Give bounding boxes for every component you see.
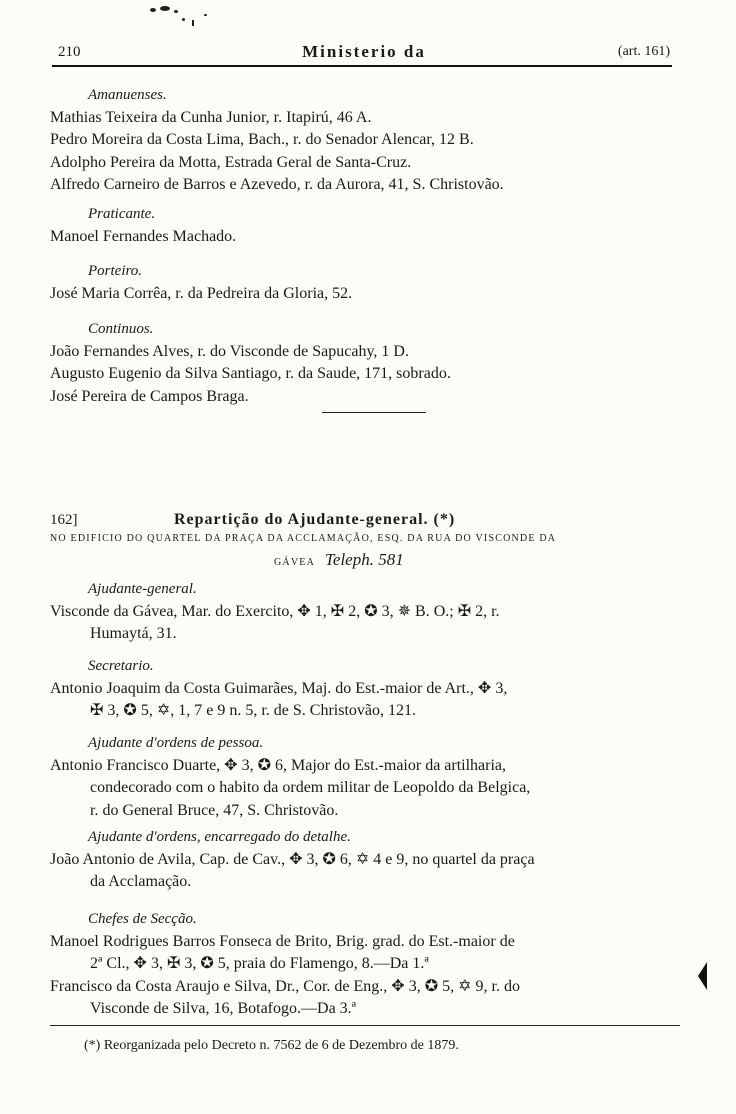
role-heading: Ajudante d'ordens de pessoa. bbox=[88, 735, 264, 751]
entry-line: João Fernandes Alves, r. do Visconde de Sapucahy, 1 D. bbox=[50, 342, 409, 360]
header-rule bbox=[52, 65, 672, 67]
role-heading: Porteiro. bbox=[88, 263, 143, 279]
role-heading: Praticante. bbox=[88, 206, 156, 222]
entry-line: Antonio Joaquim da Costa Guimarães, Maj. do Est.-maior de Art., ✥ 3, bbox=[50, 679, 508, 697]
section-number: 162] bbox=[50, 512, 78, 528]
entry-secretario bbox=[50, 655, 680, 723]
footnote: (*) Reorganizada pelo Decreto n. 7562 de 6 de Dezembro de 1879. bbox=[84, 1038, 459, 1053]
entry-line: Manoel Rodrigues Barros Fonseca de Brito, Brig. grad. do Est.-maior de bbox=[50, 932, 515, 950]
section-porteiro bbox=[50, 260, 680, 305]
role-heading: Chefes de Secção. bbox=[88, 911, 197, 927]
role-heading: Amanuenses. bbox=[88, 87, 167, 103]
role-heading: Ajudante d'ordens, encarregado do detalhe. bbox=[88, 829, 351, 845]
entry-line: Mathias Teixeira da Cunha Junior, r. Itapirú, 46 A. bbox=[50, 108, 372, 126]
entry-continuation: r. do General Bruce, 47, S. Christovão. bbox=[90, 801, 339, 819]
section-continuos bbox=[50, 318, 680, 408]
margin-pointer-icon bbox=[698, 962, 707, 990]
section-praticante bbox=[50, 203, 680, 248]
entry-line: João Antonio de Avila, Cap. de Cav., ✥ 3, ✪ 6, ✡ 4 e 9, no quartel da praça bbox=[50, 850, 535, 868]
entry-continuation: Visconde de Silva, 16, Botafogo.—Da 3.ª bbox=[90, 1000, 357, 1017]
entry-line: José Pereira de Campos Braga. bbox=[50, 387, 249, 405]
role-heading: Ajudante-general. bbox=[88, 581, 197, 597]
entry-line: Francisco da Costa Araujo e Silva, Dr., Cor. de Eng., ✥ 3, ✪ 5, ✡ 9, r. do bbox=[50, 977, 520, 995]
entry-line: Manoel Fernandes Machado. bbox=[50, 227, 237, 245]
footnote-rule bbox=[50, 1025, 680, 1026]
entry-line: José Maria Corrêa, r. da Pedreira da Gloria, 52. bbox=[50, 284, 353, 302]
address-line: NO EDIFICIO DO QUARTEL DA PRAÇA DA ACCLAMAÇÃO, ESQ. DA RUA DO VISCONDE DA bbox=[50, 533, 557, 544]
entry-ajudante-general bbox=[50, 578, 680, 646]
entry-chefes-seccao bbox=[50, 908, 680, 1021]
page-number: 210 bbox=[58, 44, 81, 60]
running-header bbox=[58, 42, 670, 64]
entry-ajudante-detalhe bbox=[50, 826, 680, 894]
entry-ajudante-pessoa bbox=[50, 732, 680, 822]
ink-specks bbox=[130, 0, 220, 30]
entry-line: Adolpho Pereira da Motta, Estrada Geral de Santa-Cruz. bbox=[50, 153, 412, 171]
entry-continuation: da Acclamação. bbox=[90, 873, 192, 890]
entry-line: Antonio Francisco Duarte, ✥ 3, ✪ 6, Major do Est.-maior da artilharia, bbox=[50, 756, 507, 774]
running-title: Ministerio da bbox=[302, 42, 426, 61]
address-continuation: GÁVEA bbox=[274, 557, 315, 568]
role-heading: Secretario. bbox=[88, 658, 154, 674]
entry-line: Visconde da Gávea, Mar. do Exercito, ✥ 1, ✠ 2, ✪ 3, ✵ B. O.; ✠ 2, r. bbox=[50, 602, 500, 620]
entry-continuation: ✠ 3, ✪ 5, ✡, 1, 7 e 9 n. 5, r. de S. Christovão, 121. bbox=[90, 702, 416, 719]
entry-line: Augusto Eugenio da Silva Santiago, r. da Saude, 171, sobrado. bbox=[50, 365, 451, 382]
role-heading: Continuos. bbox=[88, 321, 154, 337]
entry-continuation: Humaytá, 31. bbox=[90, 625, 177, 642]
section-header bbox=[50, 511, 680, 535]
article-reference: (art. 161) bbox=[617, 44, 670, 59]
entry-line: Pedro Moreira da Costa Lima, Bach., r. do Senador Alencar, 12 B. bbox=[50, 131, 474, 148]
entry-continuation: 2ª Cl., ✥ 3, ✠ 3, ✪ 5, praia do Flamengo, 8.—Da 1.ª bbox=[90, 955, 429, 972]
telephone: Teleph. 581 bbox=[325, 550, 404, 569]
entry-line: Alfredo Carneiro de Barros e Azevedo, r. da Aurora, 41, S. Christovão. bbox=[50, 176, 504, 193]
entry-continuation: condecorado com o habito da ordem militar de Leopoldo da Belgica, bbox=[90, 779, 531, 796]
section-amanuenses bbox=[50, 84, 680, 197]
section-title: Repartição do Ajudante-general. (*) bbox=[174, 511, 456, 528]
section-separator bbox=[322, 412, 426, 413]
address-line-2 bbox=[274, 550, 404, 570]
